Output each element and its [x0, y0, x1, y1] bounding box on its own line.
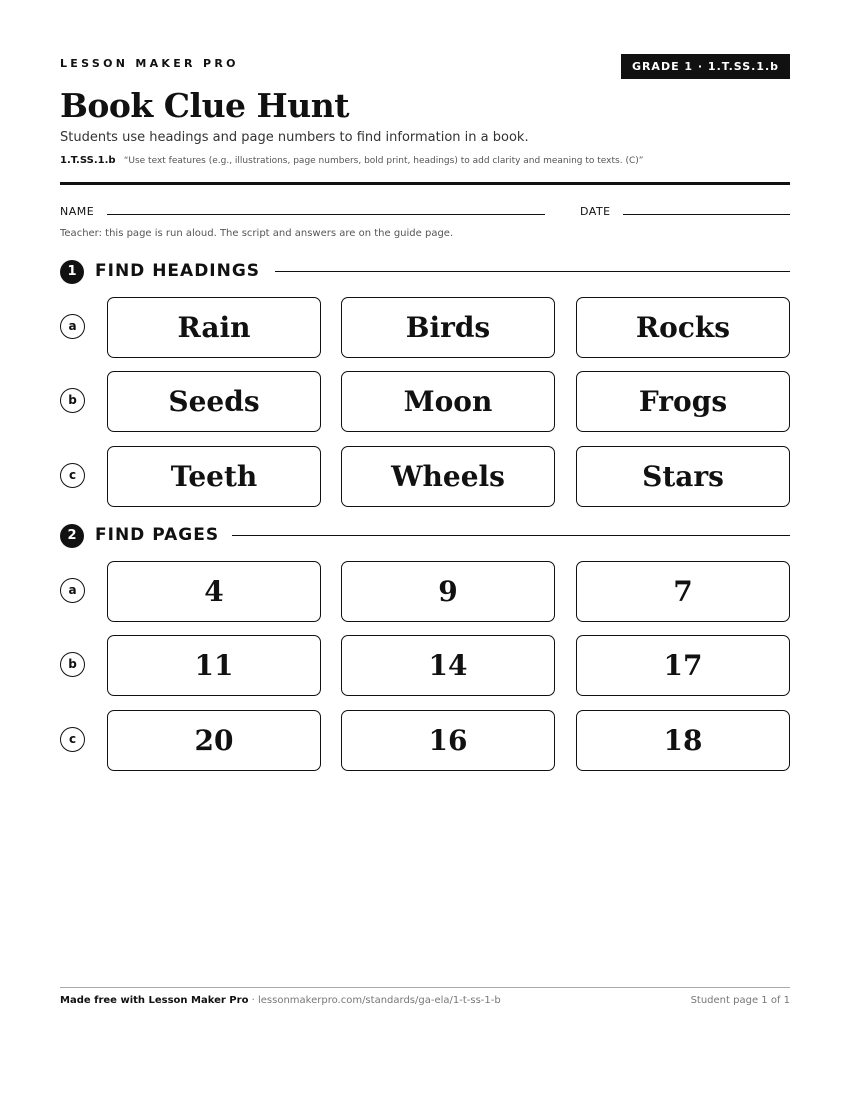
teacher-note: Teacher: this page is run aloud. The script and answers are on the guide page. — [60, 228, 454, 239]
standard-code: 1.T.SS.1.b — [60, 155, 116, 166]
heading-card: Rocks — [576, 297, 790, 358]
section-find-headings — [60, 260, 790, 284]
heading-card: Stars — [576, 446, 790, 507]
standard-text: “Use text features (e.g., illustrations, page numbers, bold print, headings) to add clarity and meaning to texts. (C)” — [123, 156, 644, 166]
pages-row-b — [60, 635, 790, 697]
brand-name: LESSON MAKER PRO — [60, 57, 239, 70]
page-number-card: 7 — [576, 561, 790, 622]
page-number-card: 16 — [341, 710, 555, 771]
page-number-card: 4 — [107, 561, 321, 622]
name-field[interactable] — [107, 214, 545, 215]
heading-card: Frogs — [576, 371, 790, 432]
grade-badge: GRADE 1 · 1.T.SS.1.b — [621, 54, 790, 79]
row-letter: a — [60, 314, 85, 339]
pages-row-c — [60, 710, 790, 772]
row-letter: a — [60, 578, 85, 603]
header-divider — [60, 182, 790, 185]
section-divider — [275, 271, 790, 272]
heading-card: Moon — [341, 371, 555, 432]
worksheet-page — [60, 0, 790, 1100]
headings-row-c — [60, 446, 790, 508]
heading-card: Seeds — [107, 371, 321, 432]
heading-card: Rain — [107, 297, 321, 358]
footer-made-with: Made free with Lesson Maker Pro — [60, 995, 249, 1006]
row-letter: b — [60, 652, 85, 677]
section-title: FIND HEADINGS — [95, 261, 271, 281]
page-number-card: 14 — [341, 635, 555, 696]
date-field[interactable] — [623, 214, 790, 215]
page-number-card: 17 — [576, 635, 790, 696]
heading-card: Birds — [341, 297, 555, 358]
page-number-card: 9 — [341, 561, 555, 622]
heading-card: Teeth — [107, 446, 321, 507]
standard-line — [60, 155, 643, 166]
pages-row-a — [60, 561, 790, 623]
date-label: DATE — [580, 205, 611, 218]
page-number-card: 11 — [107, 635, 321, 696]
section-number: 2 — [60, 524, 84, 548]
row-letter: c — [60, 463, 85, 488]
footer-divider — [60, 987, 790, 988]
page-title: Book Clue Hunt — [60, 86, 349, 125]
page-subtitle: Students use headings and page numbers to find information in a book. — [60, 130, 529, 145]
name-label: NAME — [60, 205, 95, 218]
section-title: FIND PAGES — [95, 525, 230, 545]
section-number: 1 — [60, 260, 84, 284]
footer-url[interactable]: · lessonmakerpro.com/standards/ga-ela/1-t-ss-1-b — [248, 995, 501, 1006]
row-letter: b — [60, 388, 85, 413]
row-letter: c — [60, 727, 85, 752]
footer-credit — [60, 995, 501, 1006]
page-number-card: 20 — [107, 710, 321, 771]
section-divider — [232, 535, 790, 536]
section-find-pages — [60, 524, 790, 548]
heading-card: Wheels — [341, 446, 555, 507]
headings-row-a — [60, 297, 790, 359]
footer-page-label: Student page 1 of 1 — [690, 995, 790, 1006]
page-number-card: 18 — [576, 710, 790, 771]
headings-row-b — [60, 371, 790, 433]
